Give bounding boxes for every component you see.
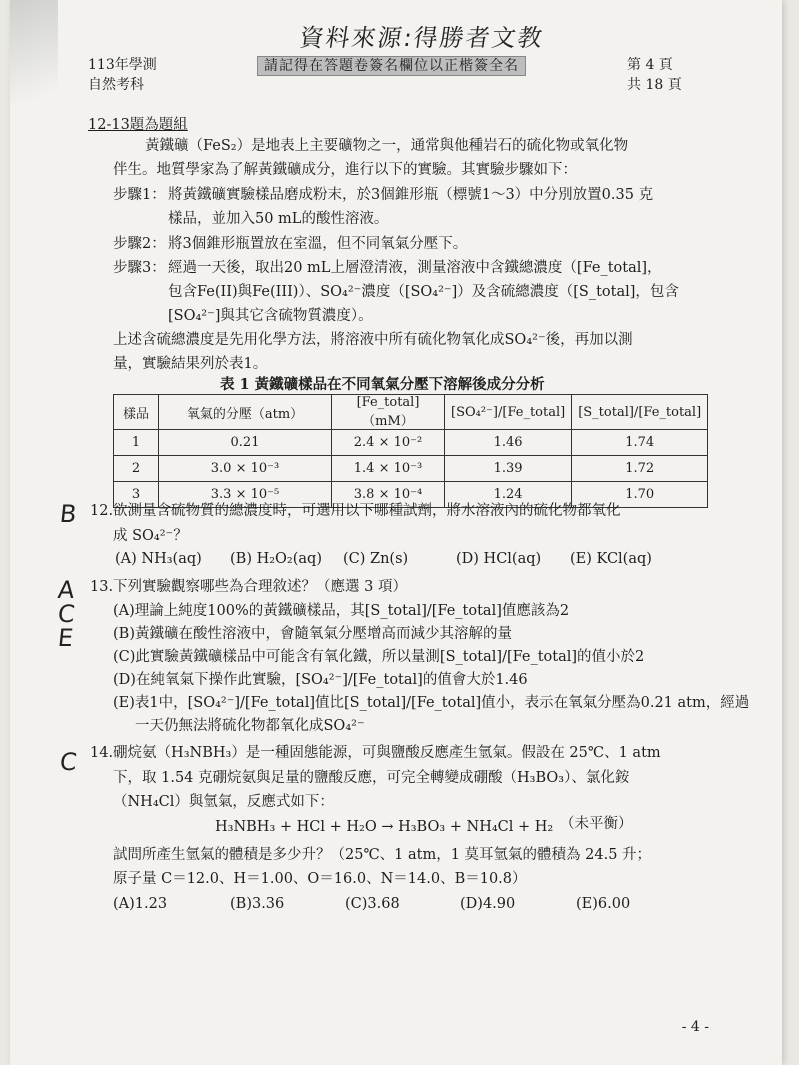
signature-notice: 請記得在答題卷簽名欄位以正楷簽全名 — [257, 56, 526, 76]
q14-stem: 14.硼烷氨（H₃NBH₃）是一種固態能源，可與鹽酸反應產生氫氣。假設在 25℃、1 atm — [90, 745, 661, 761]
q14-stem: （NH₄Cl）與氫氣，反應式如下： — [113, 794, 334, 810]
results-table — [113, 394, 708, 508]
intro-line: 黃鐵礦（FeS₂）是地表上主要礦物之一，通常與他種岩石的硫化物或氧化物 — [145, 138, 629, 154]
handwritten-answer-13: E — [56, 624, 75, 652]
table-cell: 1 — [114, 430, 159, 456]
table-header: [S_total]/[Fe_total] — [572, 395, 708, 430]
after-line: 上述含硫總濃度是先用化學方法，將溶液中所有硫化物氧化成SO₄²⁻後，再加以測 — [113, 332, 633, 348]
q14-option: (D)4.90 — [460, 896, 516, 912]
table-cell: 1.74 — [572, 430, 708, 456]
step-label: 步驟1： — [113, 187, 166, 203]
table-header: 樣品 — [114, 395, 159, 430]
exam-name: 113年學測 — [88, 57, 157, 73]
table-cell: 2.4 × 10⁻² — [332, 430, 445, 456]
table-cell: 1.70 — [572, 482, 708, 508]
step-text: 包含Fe(II)與Fe(III)）、SO₄²⁻濃度（[SO₄²⁻]）及含硫總濃度（[S_total]，包含 — [168, 284, 679, 300]
q13-stem: 13.下列實驗觀察哪些為合理敘述？（應選 3 項） — [90, 579, 408, 595]
handwritten-answer-13: A — [56, 576, 76, 604]
q14-question: 原子量 C＝12.0、H＝1.00、O＝16.0、N＝14.0、B＝10.8） — [113, 871, 527, 887]
handwritten-source-note: 資料來源:得勝者文教 — [297, 24, 546, 52]
table-header: 氧氣的分壓（atm） — [159, 395, 332, 430]
table-cell: 1.46 — [445, 430, 572, 456]
q13-option: (B)黃鐵礦在酸性溶液中，會隨氧氣分壓增高而減少其溶解的量 — [113, 626, 512, 642]
q14-equation: H₃NBH₃ + HCl + H₂O → H₃BO₃ + NH₄Cl + H₂ — [215, 819, 554, 835]
table-cell: 1.72 — [572, 456, 708, 482]
table-cell: 0.21 — [159, 430, 332, 456]
table-row — [114, 456, 708, 482]
step-text: 樣品，並加入50 mL的酸性溶液。 — [168, 211, 389, 227]
group-title: 12-13題為題組 — [88, 117, 188, 133]
step-label: 步驟2： — [113, 236, 166, 252]
table-cell: 3.8 × 10⁻⁴ — [332, 482, 445, 508]
table-header: [SO₄²⁻]/[Fe_total] — [445, 395, 572, 430]
q13-option: (A)理論上純度100%的黃鐵礦樣品，其[S_total]/[Fe_total]值應該為2 — [113, 603, 570, 619]
page-number: - 4 - — [681, 1019, 709, 1035]
table-header: [Fe_total]（mM） — [332, 395, 445, 430]
q14-option: (C)3.68 — [345, 896, 400, 912]
table-cell: 3.0 × 10⁻³ — [159, 456, 332, 482]
q13-option: (E)表1中，[SO₄²⁻]/[Fe_total]值比[S_total]/[Fe_total]值小，表示在氧氣分壓為0.21 atm，經過 — [113, 695, 750, 711]
q14-option: (B)3.36 — [230, 896, 285, 912]
q12-option: (A) NH₃(aq) — [115, 551, 202, 567]
step-text: 將3個錐形瓶置放在室溫，但不同氧氣分壓下。 — [168, 236, 468, 252]
q14-option: (A)1.23 — [113, 896, 168, 912]
handwritten-answer-14: C — [58, 748, 79, 776]
subject-name: 自然考科 — [88, 77, 144, 93]
q12-stem: 成 SO₄²⁻？ — [113, 528, 188, 544]
q14-equation-note: （未平衡） — [560, 816, 633, 832]
q14-question: 試問所產生氫氣的體積是多少升？（25℃、1 atm，1 莫耳氫氣的體積為 24.5 升； — [113, 847, 652, 863]
handwritten-answer-13: C — [56, 600, 77, 628]
after-line: 量，實驗結果列於表1。 — [113, 356, 268, 372]
q12-option: (D) HCl(aq) — [456, 551, 542, 567]
table-header-row — [114, 395, 708, 430]
binder-shadow — [10, 0, 58, 140]
table-caption: 表 1 黃鐵礦樣品在不同氧氣分壓下溶解後成分分析 — [220, 376, 545, 393]
q13-option: (C)此實驗黃鐵礦樣品中可能含有氧化鐵，所以量測[S_total]/[Fe_total]的值小於2 — [113, 649, 645, 665]
step-text: [SO₄²⁻]與其它含硫物質濃度）。 — [168, 308, 373, 324]
q14-stem: 下，取 1.54 克硼烷氨與足量的鹽酸反應，可完全轉變成硼酸（H₃BO₃）、氯化銨 — [113, 770, 630, 786]
table-cell: 1.39 — [445, 456, 572, 482]
q13-option: 一天仍無法將硫化物都氧化成SO₄²⁻ — [135, 718, 365, 734]
table-cell: 1.24 — [445, 482, 572, 508]
q12-option: (B) H₂O₂(aq) — [230, 551, 322, 567]
table-cell: 2 — [114, 456, 159, 482]
step-text: 將黃鐵礦實驗樣品磨成粉末，於3個錐形瓶（標號1～3）中分別放置0.35 克 — [168, 187, 654, 203]
table-row — [114, 430, 708, 456]
page-label: 第 4 頁 — [627, 57, 673, 73]
q14-option: (E)6.00 — [576, 896, 631, 912]
q13-option: (D)在純氧氣下操作此實驗，[SO₄²⁻]/[Fe_total]的值會大於1.46 — [113, 672, 528, 688]
handwritten-answer-12: B — [58, 500, 78, 528]
table-cell: 1.4 × 10⁻³ — [332, 456, 445, 482]
step-label: 步驟3： — [113, 260, 166, 276]
total-pages: 共 18 頁 — [627, 77, 682, 93]
q12-stem: 12.欲測量含硫物質的總濃度時，可選用以下哪種試劑，將水溶液內的硫化物都氧化 — [90, 503, 621, 519]
intro-line: 伴生。地質學家為了解黃鐵礦成分，進行以下的實驗。其實驗步驟如下： — [113, 162, 577, 178]
step-text: 經過一天後，取出20 mL上層澄清液，測量溶液中含鐵總濃度（[Fe_total]， — [168, 260, 662, 276]
table-cell: 3 — [114, 482, 159, 508]
q12-option: (E) KCl(aq) — [570, 551, 652, 567]
table-cell: 3.3 × 10⁻⁵ — [159, 482, 332, 508]
q12-option: (C) Zn(s) — [343, 551, 409, 567]
